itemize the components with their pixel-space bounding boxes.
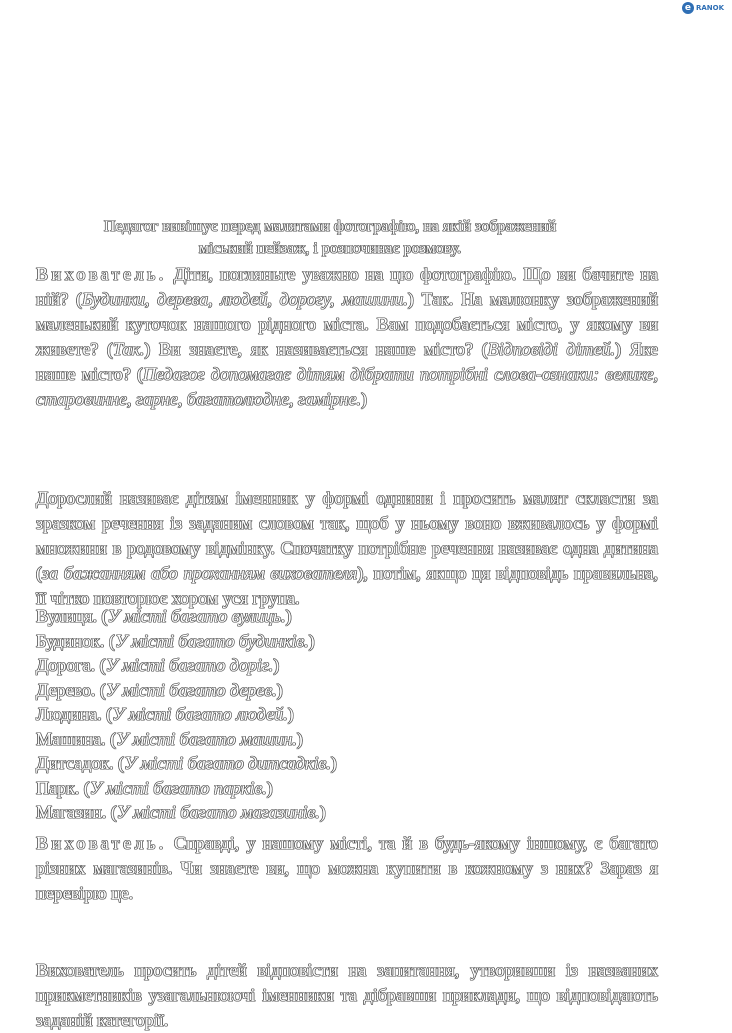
task-paragraph [36, 486, 658, 611]
final-text: Вихователь просить дітей відповісти на запитання, утворивши із названих прикметників узагальнюючі іменники та дібравши приклади, що відповідають заданій категорії. [36, 960, 658, 1030]
example-line [36, 678, 337, 703]
logo-text: RANOK [695, 4, 724, 12]
example-answer: У місті багато дерев. [105, 679, 277, 700]
example-close: ) [287, 704, 294, 724]
dialogue1-text-2: ) Так. На малюнку зображений маленький куточок нашого рідного міста. Вам подобається місто, у якому ви живете? ( [36, 289, 658, 359]
example-word: Магазин. ( [36, 802, 117, 822]
example-line [36, 653, 337, 678]
example-word: Людина. ( [36, 704, 113, 724]
example-word: Дитсадок. ( [36, 753, 125, 773]
example-line [36, 702, 337, 727]
example-close: ) [273, 655, 280, 675]
example-close: ) [276, 679, 283, 700]
dialogue1-text-1: Діти, погляньте уважно на цю фотографію. Що ви бачите на ній? ( [36, 264, 658, 309]
example-word: Дорога. ( [36, 655, 106, 675]
example-line [36, 776, 337, 801]
task-text-1: Дорослий називає дітям іменник у формі однини і просить малят скласти за зразком речення із заданим словом так, щоб у ньому воно вживалось у формі множини в родовому відмінку. Спочатку потрібне речення називає одна дитина ( [36, 488, 658, 583]
example-answer: У місті багато парків. [89, 777, 267, 798]
example-line [36, 629, 337, 654]
intro-line-2: міський пейзаж, і розпочинає розмову. [198, 240, 462, 257]
final-paragraph [36, 958, 658, 1033]
dialogue-paragraph-2 [36, 831, 658, 906]
dialogue1-teacher-note: Педагог допомагає дітям дібрати потрібні слова-ознаки: велике, старовинне, гарне, багатолюдне, гамірне. [36, 364, 658, 409]
dialogue1-answer-3: Відповіді дітей. [487, 339, 616, 359]
dialogue1-answer-2: Так. [112, 339, 145, 359]
task-italic: за бажанням або проханням вихователя [42, 563, 358, 583]
logo-mark: e [682, 2, 694, 14]
example-word: Вулиця. ( [36, 606, 108, 626]
example-line [36, 604, 337, 629]
dialogue1-text-5: ) [360, 389, 367, 409]
example-close: ) [285, 606, 292, 626]
example-line [36, 727, 337, 752]
dialogue2-text: Справді, у нашому місті, та й в будь-якому іншому, є багато різних магазинів. Чи знаєте ви, що можна купити в кожному з них? Зараз я перевірю це. [36, 833, 658, 903]
example-line [36, 800, 337, 825]
example-answer: У місті багато дитсадків. [124, 753, 331, 773]
example-answer: У місті багато людей. [112, 704, 288, 724]
example-word: Парк. ( [36, 777, 90, 798]
speaker-label: Вихователь. [36, 264, 167, 284]
example-close: ) [266, 777, 273, 798]
dialogue1-text-4: ) Яке наше місто? ( [36, 339, 658, 384]
intro-note [40, 216, 620, 260]
example-close: ) [308, 630, 315, 651]
example-answer: У місті багато магазинів. [116, 802, 320, 822]
example-answer: У місті багато машин. [116, 728, 297, 749]
publisher-logo [682, 2, 724, 14]
intro-line-1: Педагог вивішує перед малятами фотографію, на якій зображений [103, 218, 557, 235]
example-close: ) [319, 802, 326, 822]
example-word: Дерево. ( [36, 679, 106, 700]
example-answer: У місті багато будинків. [114, 630, 309, 651]
example-word: Машина. ( [36, 728, 117, 749]
dialogue1-answer-1: Будинки, дерева, людей, дорогу, машини. [82, 289, 408, 309]
example-close: ) [296, 728, 303, 749]
example-word: Будинок. ( [36, 630, 115, 651]
dialogue1-text-3: ) Ви знаєте, як називається наше місто? ( [144, 339, 488, 359]
example-answer: У місті багато доріг. [105, 655, 274, 675]
example-answer: У місті багато вулиць. [107, 606, 286, 626]
examples-list [36, 604, 337, 825]
example-close: ) [330, 753, 337, 773]
task-text-2: ), потім, якщо ця відповідь правильна, її чітко повторює хором уся група. [36, 563, 658, 608]
speaker-label-2: Вихователь. [36, 833, 167, 853]
dialogue-paragraph-1 [36, 262, 658, 412]
example-line [36, 751, 337, 776]
